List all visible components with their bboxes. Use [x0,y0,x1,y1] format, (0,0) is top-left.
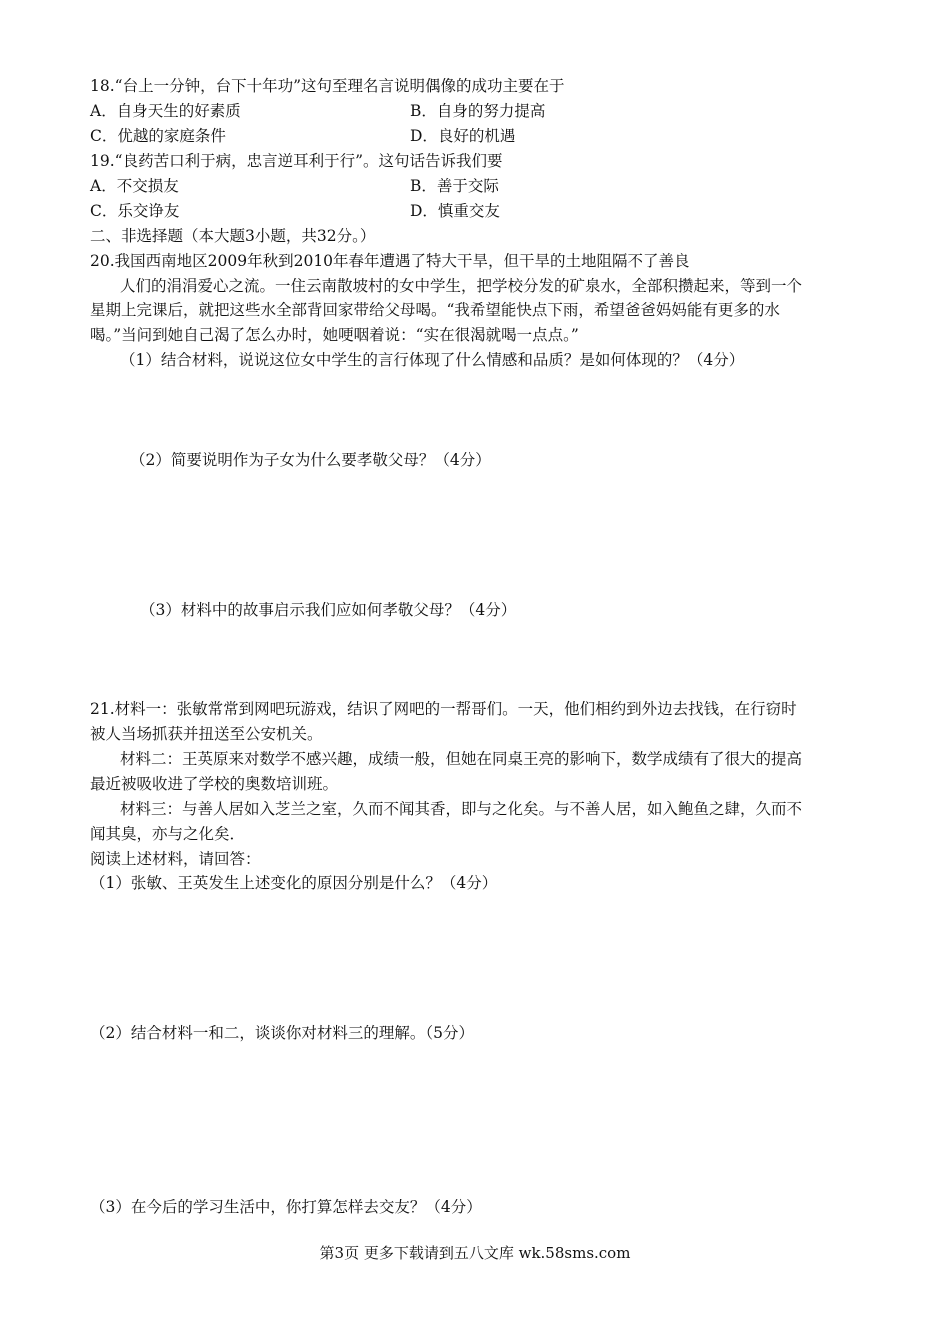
q21-material1-line1: 21.材料一：张敏常常到网吧玩游戏，结识了网吧的一帮哥们。一天，他们相约到外边去找钱，在行窃时 [90,700,797,718]
q19-stem: 19.“良药苦口利于病，忠言逆耳利于行”。这句话告诉我们要 [90,152,503,170]
q21-part2: （2）结合材料一和二，谈谈你对材料三的理解。（5分） [90,1024,474,1042]
section-heading: 二、非选择题（本大题3小题，共32分。） [90,227,376,245]
q21-material1-line2: 被人当场抓获并扭送至公安机关。 [90,725,323,743]
q19-option-b: B．善于交际 [410,177,499,195]
q20-material-line3: 星期上完课后，就把这些水全部背回家带给父母喝。“我希望能快点下雨，希望爸爸妈妈能有更多的水 [90,301,780,319]
q20-material-line4: 喝。”当问到她自己渴了怎么办时，她哽咽着说：“实在很渴就喝一点点。” [90,326,579,344]
q19-option-d: D．慎重交友 [410,202,500,220]
q18-option-d: D．良好的机遇 [410,127,516,145]
q21-material2-line1: 材料二：王英原来对数学不感兴趣，成绩一般，但她在同桌王亮的影响下，数学成绩有了很大的提高 [120,750,803,768]
q20-material-line2: 人们的涓涓爱心之流。一住云南散坡村的女中学生，把学校分发的矿泉水，全部积攒起来，等到一个 [120,277,803,295]
q21-material2-line2: 最近被吸收进了学校的奥数培训班。 [90,775,339,793]
q19-option-a: A．不交损友 [90,177,179,195]
q21-part1: （1）张敏、王英发生上述变化的原因分别是什么？（4分） [90,874,498,892]
q20-part2: （2）简要说明作为子女为什么要孝敬父母？（4分） [130,451,491,469]
q20-part1: （1）结合材料，说说这位女中学生的言行体现了什么情感和品质？是如何体现的？（4分） [120,351,745,369]
q18-stem: 18.“台上一分钟，台下十年功”这句至理名言说明偶像的成功主要在于 [90,77,565,95]
page-footer: 第3页 更多下载请到五八文库 wk.58sms.com [319,1244,631,1262]
q20-part3: （3）材料中的故事启示我们应如何孝敬父母？（4分） [140,601,517,619]
q21-material3-line2: 闻其臭，亦与之化矣． [90,825,246,843]
q19-option-c: C．乐交诤友 [90,202,180,220]
q21-part3: （3）在今后的学习生活中，你打算怎样去交友？（4分） [90,1198,482,1216]
q20-material-line1: 20.我国西南地区2009年秋到2010年春年遭遇了特大干旱，但干旱的土地阻隔不了善良 [90,252,690,270]
q18-option-c: C．优越的家庭条件 [90,127,226,145]
q21-material3-line1: 材料三：与善人居如入芝兰之室，久而不闻其香，即与之化矣。与不善人居，如入鲍鱼之肆，久而不 [120,800,803,818]
q21-prompt: 阅读上述材料，请回答： [90,850,261,868]
q18-option-b: B．自身的努力提高 [410,102,546,120]
q18-option-a: A．自身天生的好素质 [90,102,241,120]
